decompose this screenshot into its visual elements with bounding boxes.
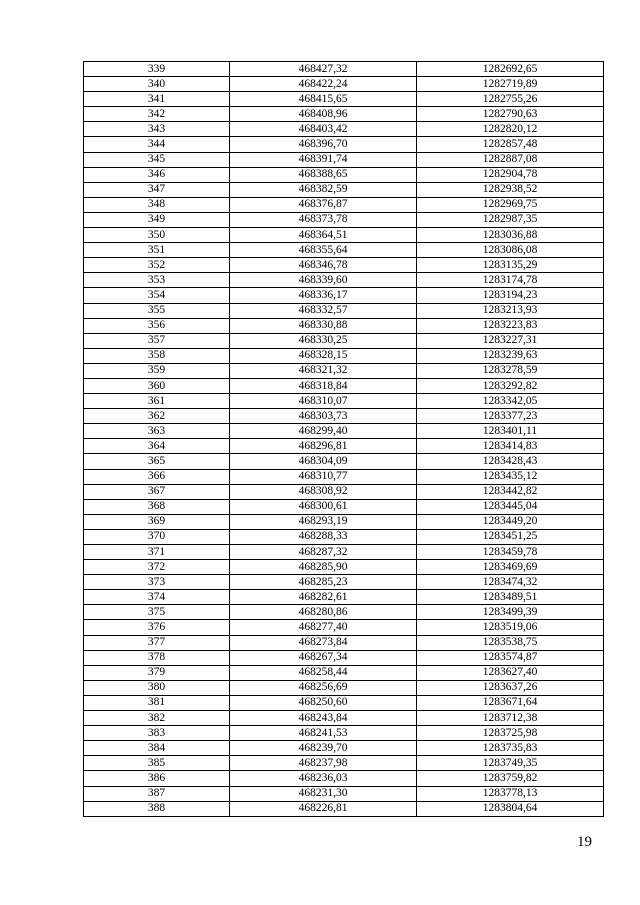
x-coordinate-cell: 468382,59 [230,182,417,197]
point-number-cell: 370 [84,529,230,544]
x-coordinate-cell: 468241,53 [230,726,417,741]
point-number-cell: 372 [84,560,230,575]
y-coordinate-cell: 1283428,43 [417,454,604,469]
x-coordinate-cell: 468310,07 [230,394,417,409]
y-coordinate-cell: 1283449,20 [417,514,604,529]
table-row [84,741,604,756]
point-number-cell: 347 [84,182,230,197]
point-number-cell: 378 [84,650,230,665]
point-number-cell: 361 [84,394,230,409]
point-number-cell: 386 [84,771,230,786]
point-number-cell: 355 [84,303,230,318]
x-coordinate-cell: 468332,57 [230,303,417,318]
table-row [84,695,604,710]
y-coordinate-cell: 1282790,63 [417,107,604,122]
y-coordinate-cell: 1283469,69 [417,560,604,575]
y-coordinate-cell: 1283174,78 [417,273,604,288]
point-number-cell: 351 [84,243,230,258]
x-coordinate-cell: 468280,86 [230,605,417,620]
table-row [84,152,604,167]
x-coordinate-cell: 468376,87 [230,197,417,212]
y-coordinate-cell: 1283459,78 [417,545,604,560]
table-row [84,560,604,575]
table-row [84,680,604,695]
x-coordinate-cell: 468373,78 [230,212,417,227]
x-coordinate-cell: 468364,51 [230,228,417,243]
y-coordinate-cell: 1282904,78 [417,167,604,182]
y-coordinate-cell: 1282857,48 [417,137,604,152]
x-coordinate-cell: 468403,42 [230,122,417,137]
point-number-cell: 348 [84,197,230,212]
point-number-cell: 341 [84,92,230,107]
x-coordinate-cell: 468237,98 [230,756,417,771]
x-coordinate-cell: 468256,69 [230,680,417,695]
table-row [84,197,604,212]
x-coordinate-cell: 468250,60 [230,695,417,710]
point-number-cell: 360 [84,378,230,393]
table-row [84,77,604,92]
x-coordinate-cell: 468277,40 [230,620,417,635]
point-number-cell: 358 [84,348,230,363]
x-coordinate-cell: 468336,17 [230,288,417,303]
table-row [84,514,604,529]
table-row [84,545,604,560]
table-row [84,469,604,484]
x-coordinate-cell: 468308,92 [230,484,417,499]
y-coordinate-cell: 1282887,08 [417,152,604,167]
point-number-cell: 340 [84,77,230,92]
y-coordinate-cell: 1283519,06 [417,620,604,635]
y-coordinate-cell: 1283451,25 [417,529,604,544]
point-number-cell: 346 [84,167,230,182]
y-coordinate-cell: 1283401,11 [417,424,604,439]
x-coordinate-cell: 468355,64 [230,243,417,258]
y-coordinate-cell: 1283135,29 [417,258,604,273]
x-coordinate-cell: 468303,73 [230,409,417,424]
x-coordinate-cell: 468273,84 [230,635,417,650]
table-row [84,228,604,243]
point-number-cell: 387 [84,786,230,801]
y-coordinate-cell: 1283239,63 [417,348,604,363]
y-coordinate-cell: 1283442,82 [417,484,604,499]
point-number-cell: 339 [84,62,230,77]
point-number-cell: 388 [84,801,230,816]
x-coordinate-cell: 468296,81 [230,439,417,454]
table-row [84,665,604,680]
table-row [84,62,604,77]
page-number: 19 [577,834,592,850]
table-row [84,394,604,409]
table-row [84,409,604,424]
table-row [84,167,604,182]
x-coordinate-cell: 468330,88 [230,318,417,333]
table-row [84,650,604,665]
table-row [84,439,604,454]
table-row [84,378,604,393]
point-number-cell: 359 [84,363,230,378]
table-row [84,499,604,514]
y-coordinate-cell: 1283414,83 [417,439,604,454]
point-number-cell: 382 [84,711,230,726]
point-number-cell: 365 [84,454,230,469]
table-row [84,756,604,771]
point-number-cell: 383 [84,726,230,741]
y-coordinate-cell: 1283292,82 [417,378,604,393]
y-coordinate-cell: 1283036,88 [417,228,604,243]
y-coordinate-cell: 1282755,26 [417,92,604,107]
table-row [84,182,604,197]
point-number-cell: 354 [84,288,230,303]
y-coordinate-cell: 1283735,83 [417,741,604,756]
table-row [84,273,604,288]
y-coordinate-cell: 1283213,93 [417,303,604,318]
table-row [84,590,604,605]
y-coordinate-cell: 1282938,52 [417,182,604,197]
point-number-cell: 368 [84,499,230,514]
point-number-cell: 366 [84,469,230,484]
table-row [84,122,604,137]
y-coordinate-cell: 1283574,87 [417,650,604,665]
y-coordinate-cell: 1283749,35 [417,756,604,771]
y-coordinate-cell: 1283086,08 [417,243,604,258]
table-row [84,801,604,816]
x-coordinate-cell: 468226,81 [230,801,417,816]
x-coordinate-cell: 468346,78 [230,258,417,273]
y-coordinate-cell: 1283278,59 [417,363,604,378]
table-row [84,137,604,152]
point-number-cell: 364 [84,439,230,454]
x-coordinate-cell: 468321,32 [230,363,417,378]
table-row [84,529,604,544]
point-number-cell: 379 [84,665,230,680]
y-coordinate-cell: 1283445,04 [417,499,604,514]
point-number-cell: 345 [84,152,230,167]
x-coordinate-cell: 468396,70 [230,137,417,152]
y-coordinate-cell: 1283194,23 [417,288,604,303]
table-row [84,363,604,378]
x-coordinate-cell: 468282,61 [230,590,417,605]
table-row [84,303,604,318]
table-row [84,726,604,741]
y-coordinate-cell: 1283223,83 [417,318,604,333]
point-number-cell: 350 [84,228,230,243]
table-row [84,711,604,726]
point-number-cell: 369 [84,514,230,529]
x-coordinate-cell: 468304,09 [230,454,417,469]
point-number-cell: 353 [84,273,230,288]
coordinates-table [83,61,604,817]
table-row [84,454,604,469]
y-coordinate-cell: 1283759,82 [417,771,604,786]
x-coordinate-cell: 468285,23 [230,575,417,590]
table-row [84,484,604,499]
x-coordinate-cell: 468330,25 [230,333,417,348]
x-coordinate-cell: 468293,19 [230,514,417,529]
x-coordinate-cell: 468231,30 [230,786,417,801]
y-coordinate-cell: 1283804,64 [417,801,604,816]
x-coordinate-cell: 468285,90 [230,560,417,575]
y-coordinate-cell: 1283671,64 [417,695,604,710]
y-coordinate-cell: 1283474,32 [417,575,604,590]
y-coordinate-cell: 1282719,89 [417,77,604,92]
x-coordinate-cell: 468243,84 [230,711,417,726]
x-coordinate-cell: 468236,03 [230,771,417,786]
point-number-cell: 343 [84,122,230,137]
table-row [84,333,604,348]
table-row [84,635,604,650]
table-row [84,575,604,590]
table-row [84,288,604,303]
point-number-cell: 380 [84,680,230,695]
x-coordinate-cell: 468318,84 [230,378,417,393]
table-row [84,258,604,273]
y-coordinate-cell: 1283778,13 [417,786,604,801]
x-coordinate-cell: 468427,32 [230,62,417,77]
table-row [84,92,604,107]
point-number-cell: 385 [84,756,230,771]
table-row [84,348,604,363]
y-coordinate-cell: 1283499,39 [417,605,604,620]
x-coordinate-cell: 468328,15 [230,348,417,363]
y-coordinate-cell: 1283627,40 [417,665,604,680]
y-coordinate-cell: 1282692,65 [417,62,604,77]
point-number-cell: 344 [84,137,230,152]
table-row [84,620,604,635]
x-coordinate-cell: 468391,74 [230,152,417,167]
point-number-cell: 376 [84,620,230,635]
table-row [84,243,604,258]
point-number-cell: 374 [84,590,230,605]
x-coordinate-cell: 468239,70 [230,741,417,756]
point-number-cell: 381 [84,695,230,710]
y-coordinate-cell: 1283377,23 [417,409,604,424]
table-row [84,786,604,801]
y-coordinate-cell: 1283227,31 [417,333,604,348]
point-number-cell: 342 [84,107,230,122]
point-number-cell: 377 [84,635,230,650]
point-number-cell: 373 [84,575,230,590]
point-number-cell: 357 [84,333,230,348]
table-row [84,424,604,439]
point-number-cell: 367 [84,484,230,499]
table-row [84,318,604,333]
x-coordinate-cell: 468310,77 [230,469,417,484]
y-coordinate-cell: 1282987,35 [417,212,604,227]
point-number-cell: 371 [84,545,230,560]
y-coordinate-cell: 1283725,98 [417,726,604,741]
point-number-cell: 384 [84,741,230,756]
point-number-cell: 356 [84,318,230,333]
x-coordinate-cell: 468288,33 [230,529,417,544]
y-coordinate-cell: 1283489,51 [417,590,604,605]
point-number-cell: 352 [84,258,230,273]
point-number-cell: 362 [84,409,230,424]
x-coordinate-cell: 468415,65 [230,92,417,107]
coordinates-table-body [84,62,604,817]
point-number-cell: 375 [84,605,230,620]
y-coordinate-cell: 1283712,38 [417,711,604,726]
y-coordinate-cell: 1283342,05 [417,394,604,409]
x-coordinate-cell: 468300,61 [230,499,417,514]
table-row [84,107,604,122]
y-coordinate-cell: 1283435,12 [417,469,604,484]
y-coordinate-cell: 1283637,26 [417,680,604,695]
table-row [84,212,604,227]
table-row [84,771,604,786]
x-coordinate-cell: 468287,32 [230,545,417,560]
y-coordinate-cell: 1282969,75 [417,197,604,212]
point-number-cell: 363 [84,424,230,439]
x-coordinate-cell: 468258,44 [230,665,417,680]
table-row [84,605,604,620]
x-coordinate-cell: 468408,96 [230,107,417,122]
x-coordinate-cell: 468267,34 [230,650,417,665]
x-coordinate-cell: 468422,24 [230,77,417,92]
x-coordinate-cell: 468388,65 [230,167,417,182]
y-coordinate-cell: 1282820,12 [417,122,604,137]
x-coordinate-cell: 468339,60 [230,273,417,288]
y-coordinate-cell: 1283538,75 [417,635,604,650]
x-coordinate-cell: 468299,40 [230,424,417,439]
point-number-cell: 349 [84,212,230,227]
